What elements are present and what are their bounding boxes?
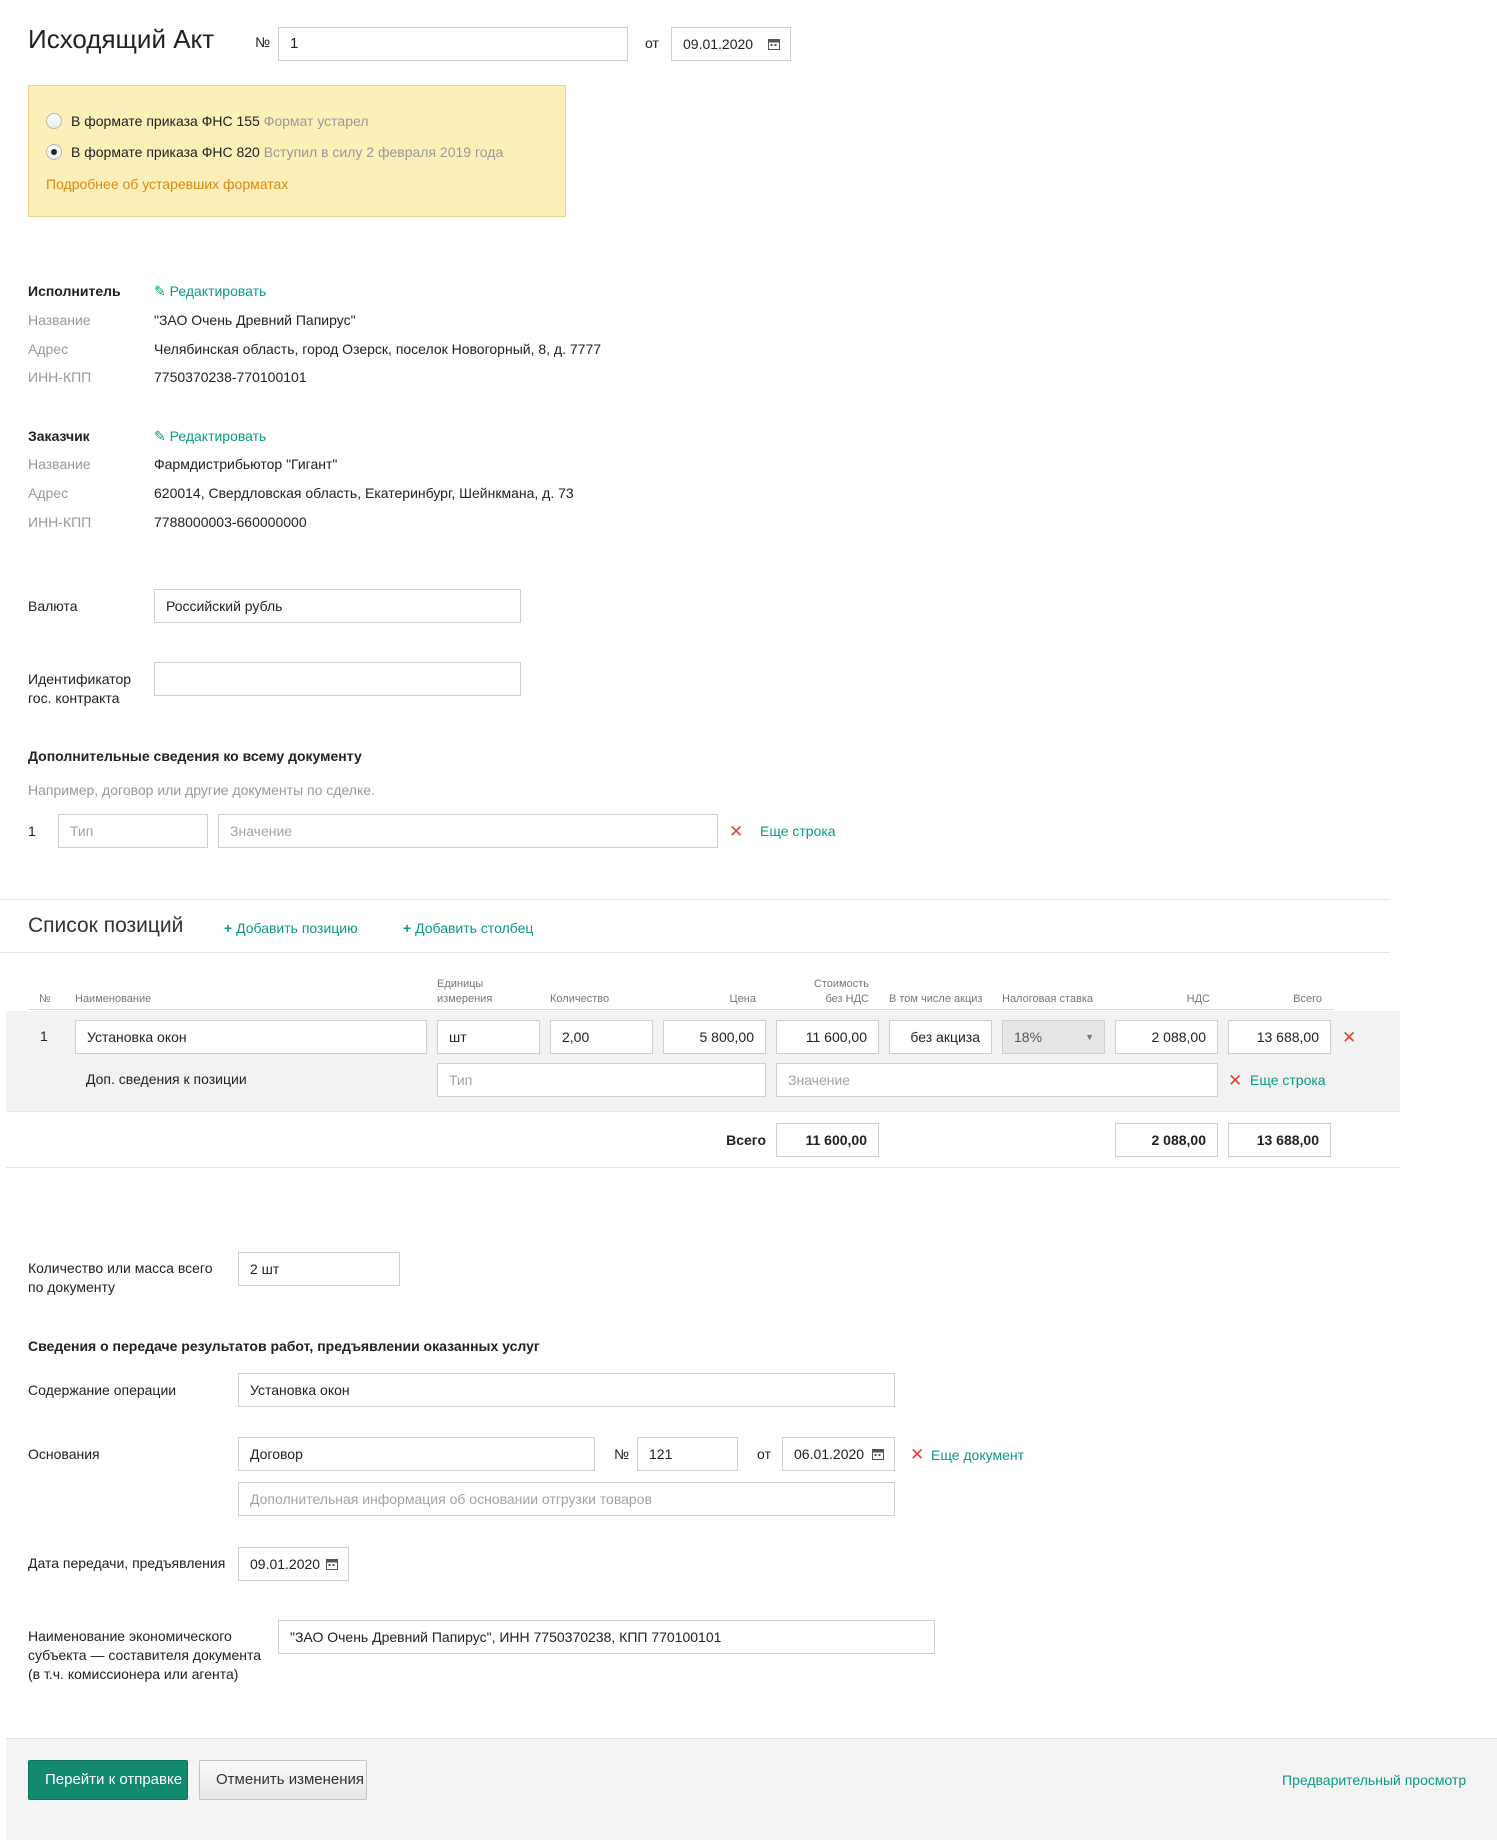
quantity-total-label-line1: Количество или масса всего [28,1260,213,1276]
basis-number-input[interactable]: 121 [637,1437,738,1471]
row-qty-input[interactable]: 2,00 [550,1020,653,1054]
row-total-input[interactable]: 13 688,00 [1228,1020,1331,1054]
row-extra-type-input[interactable]: Тип [437,1063,766,1097]
transfer-date-value: 09.01.2020 [250,1556,321,1572]
subject-input[interactable]: "ЗАО Очень Древний Папирус", ИНН 7750370238, КПП 770100101 [278,1620,935,1654]
more-document-link[interactable]: Еще документ [931,1447,1025,1463]
remove-extra-row-icon[interactable]: ✕ [1228,1071,1243,1090]
quantity-total-label-line2: по документу [28,1279,116,1295]
customer-inn-value: 7788000003-660000000 [154,514,307,530]
executor-inn-label: ИНН-КПП [28,369,92,385]
totals-vat: 2 088,00 [1115,1123,1218,1157]
col-price: Цена [729,993,756,1005]
table-header-divider [28,1009,1334,1010]
row-name-input[interactable]: Установка окон [75,1020,427,1054]
contract-id-label-line1: Идентификатор [28,671,132,687]
transfer-heading: Сведения о передаче результатов работ, предъявлении оказанных услуг [28,1338,540,1354]
transfer-date-label: Дата передачи, предъявления [28,1555,226,1571]
customer-address-label: Адрес [28,485,69,501]
col-unit-line1: Единицы [437,978,484,990]
divider [0,899,1390,900]
executor-heading: Исполнитель [28,283,121,299]
row-excise-input[interactable]: без акциза [889,1020,992,1054]
format-155-label: В формате приказа ФНС 155 [71,113,260,129]
subject-label-line2: субъекта — составителя документа [28,1647,262,1663]
chevron-down-icon: ▼ [1085,1032,1094,1042]
plus-icon: + [224,920,233,936]
customer-edit-label: Редактировать [169,428,267,444]
col-excise: В том числе акциз [889,993,983,1005]
col-num: № [39,993,51,1005]
currency-label: Валюта [28,598,78,614]
positions-heading: Список позиций [28,914,184,937]
contract-id-label-line2: гос. контракта [28,690,120,706]
remove-position-icon[interactable]: ✕ [1342,1028,1357,1047]
executor-edit-label: Редактировать [169,283,267,299]
additional-info-row-number: 1 [28,823,36,839]
basis-label: Основания [28,1446,100,1462]
additional-info-more-row-link[interactable]: Еще строка [760,823,836,839]
divider [6,1167,1400,1168]
subject-label-line3: (в т.ч. комиссионера или агента) [28,1666,239,1682]
col-cost-line1: Стоимость [813,978,869,990]
remove-document-icon[interactable]: ✕ [910,1445,925,1464]
add-position-button[interactable] [224,920,358,936]
row-vat-input[interactable]: 2 088,00 [1115,1020,1218,1054]
executor-edit-link[interactable] [154,283,266,300]
row-price-input[interactable]: 5 800,00 [663,1020,766,1054]
executor-name-value: "ЗАО Очень Древний Папирус" [154,312,356,328]
row-extra-value-input[interactable]: Значение [776,1063,1218,1097]
operation-label: Содержание операции [28,1382,177,1398]
col-unit-line2: измерения [437,993,493,1005]
document-number-input[interactable]: 1 [278,27,628,61]
basis-extra-input[interactable]: Дополнительная информация об основании отгрузки товаров [238,1482,895,1516]
calendar-icon[interactable] [768,38,780,50]
subject-label-line1: Наименование экономического [28,1628,232,1644]
customer-address-value: 620014, Свердловская область, Екатеринбург, Шейнкмана, д. 73 [154,485,574,501]
pencil-icon: ✎ [154,283,166,299]
add-column-button[interactable] [403,920,533,936]
format-820-option[interactable] [71,144,503,160]
operation-input[interactable]: Установка окон [238,1373,895,1407]
executor-name-label: Название [28,312,91,328]
executor-address-label: Адрес [28,341,69,357]
row-unit-input[interactable]: шт [437,1020,540,1054]
calendar-icon[interactable] [872,1448,884,1460]
submit-button[interactable]: Перейти к отправке [28,1760,188,1800]
format-820-label: В формате приказа ФНС 820 [71,144,260,160]
col-total: Всего [1293,993,1322,1005]
col-tax-rate: Налоговая ставка [1002,993,1094,1005]
row-tax-rate-value: 18% [1014,1029,1043,1045]
number-label: № [255,34,271,50]
add-position-label: Добавить позицию [236,920,358,936]
row-cost-input[interactable]: 11 600,00 [776,1020,879,1054]
basis-date-value: 06.01.2020 [794,1446,865,1462]
customer-inn-label: ИНН-КПП [28,514,92,530]
outdated-formats-link[interactable]: Подробнее об устаревших форматах [46,176,289,192]
document-date-input[interactable] [671,27,791,61]
additional-info-type-input[interactable]: Тип [58,814,208,848]
format-155-note: Формат устарел [263,113,369,129]
col-cost-line2: без НДС [825,993,869,1005]
basis-date-input[interactable] [782,1437,895,1471]
remove-row-icon[interactable]: ✕ [729,822,744,841]
plus-icon: + [403,920,412,936]
currency-select[interactable]: Российский рубль [154,589,521,623]
divider [6,1111,1400,1112]
format-820-note: Вступил в силу 2 февраля 2019 года [263,144,504,160]
col-name: Наименование [75,993,152,1005]
customer-name-label: Название [28,456,91,472]
add-column-label: Добавить столбец [415,920,534,936]
row-number: 1 [40,1028,48,1044]
row-extra-more-row-link[interactable]: Еще строка [1250,1072,1326,1088]
calendar-icon[interactable] [326,1558,338,1570]
preview-link[interactable]: Предварительный просмотр [1282,1772,1467,1788]
row-extra-label: Доп. сведения к позиции [86,1071,247,1087]
format-820-radio[interactable] [46,144,62,160]
basis-input[interactable]: Договор [238,1437,595,1471]
basis-date-label: от [757,1446,771,1462]
additional-info-value-input[interactable]: Значение [218,814,718,848]
format-155-radio[interactable] [46,113,62,129]
divider [0,952,1390,953]
executor-address-value: Челябинская область, город Озерск, поселок Новогорный, 8, д. 7777 [154,341,602,357]
totals-cost: 11 600,00 [776,1123,879,1157]
document-date-value: 09.01.2020 [683,36,754,52]
additional-info-heading: Дополнительные сведения ко всему документу [28,748,362,764]
additional-info-hint: Например, договор или другие документы по сделке. [28,782,375,798]
customer-edit-link[interactable] [154,428,266,445]
quantity-total-input[interactable]: 2 шт [238,1252,400,1286]
executor-inn-value: 7750370238-770100101 [154,369,307,385]
pencil-icon: ✎ [154,428,166,444]
col-qty: Количество [550,993,610,1005]
page-title: Исходящий Акт [28,24,215,54]
customer-heading: Заказчик [28,428,90,444]
basis-number-label: № [614,1446,630,1462]
row-tax-rate-select[interactable] [1002,1020,1105,1054]
totals-total: 13 688,00 [1228,1123,1331,1157]
col-vat: НДС [1186,993,1210,1005]
cancel-button[interactable]: Отменить изменения [199,1760,367,1800]
contract-id-input[interactable] [154,662,521,696]
date-label: от [645,35,659,51]
transfer-date-input[interactable] [238,1547,349,1581]
totals-label: Всего [726,1132,766,1148]
format-155-option[interactable] [71,113,368,129]
customer-name-value: Фармдистрибьютор "Гигант" [154,456,338,472]
